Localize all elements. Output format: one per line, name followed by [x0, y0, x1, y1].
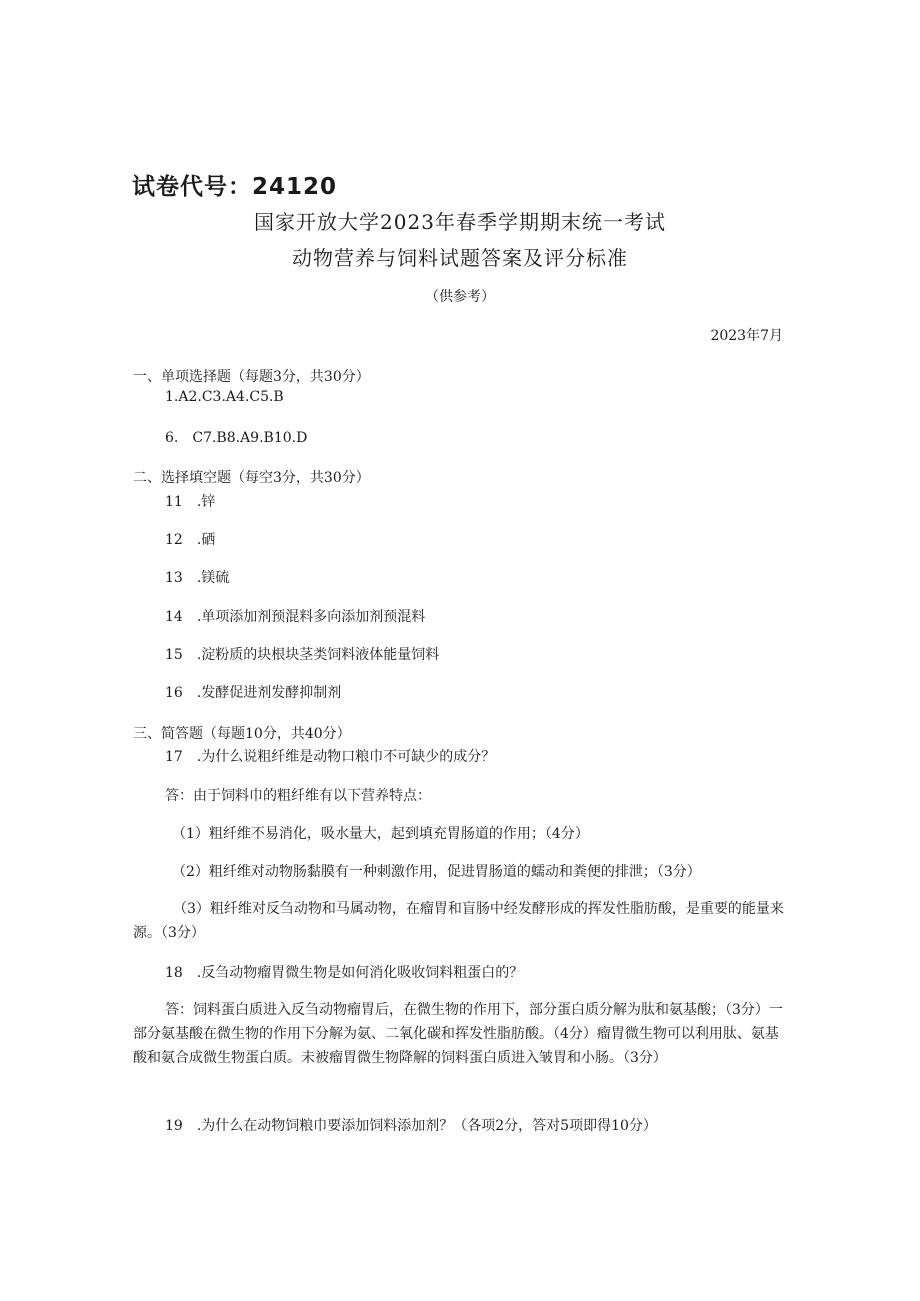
- q18-question: 18 .反刍动物瘤胃微生物是如何消化吸收饲料粗蛋白的？: [165, 965, 524, 981]
- exam-title: 国家开放大学2023年春季学期期末统一考试: [254, 210, 666, 234]
- exam-date: 2023年7月: [710, 328, 783, 344]
- reference-note: （供参考）: [425, 289, 495, 305]
- exam-code: 试卷代号：24120: [132, 174, 338, 200]
- section1-heading: 一、单项选择题（每题3分，共30分）: [133, 369, 370, 385]
- q17-point1: （1）粗纤维不易消化，吸水量大，起到填充胃肠道的作用；（4分）: [172, 826, 589, 842]
- q17-question: 17 .为什么说粗纤维是动物口粮巾不可缺少的成分？: [165, 749, 496, 765]
- section1-answers-row2: 6. C7.B8.A9.B10.D: [165, 430, 308, 446]
- section2-heading: 二、选择填空题（每空3分，共30分）: [133, 470, 370, 486]
- list-item: 14 .单项添加剂预混料多向添加剂预混料: [165, 609, 426, 625]
- list-item: 16 .发酵促进剂发酵抑制剂: [165, 685, 342, 701]
- q19-question: 19 .为什么在动物饲粮巾要添加饲料添加剂？（各项2分，答对5项即得10分）: [165, 1118, 657, 1134]
- list-item: 11 .锌: [165, 494, 216, 510]
- q17-point3: （3）粗纤维对反刍动物和马属动物，在瘤胃和盲肠中经发酵形成的挥发性脂肪酸，是重要的能量来源。（3分）: [133, 901, 784, 941]
- q18-answer: 答：饲料蛋白质进入反刍动物瘤胃后，在微生物的作用下，部分蛋白质分解为肽和氨基酸；（3分）一部分氨基酸在微生物的作用下分解为氨、二氧化碳和挥发性脂肪酸。（4分）瘤胃微生物可以利用肽、氨基酸和氨合成微生物蛋白质。未被瘤胃微生物降解的饲料蛋白质进入皱胃和小肠。（3分）: [133, 1002, 783, 1066]
- exam-subtitle-title: 动物营养与饲料试题答案及评分标准: [292, 246, 628, 270]
- list-item: 15 .淀粉质的块根块茎类饲料液体能量饲料: [165, 647, 440, 663]
- q17-answer-intro: 答：由于饲料巾的粗纤维有以下营养特点：: [165, 788, 431, 804]
- list-item: 12 .硒: [165, 532, 216, 548]
- q17-point2: （2）粗纤维对动物肠黏膜有一种刺激作用，促进胃肠道的蠕动和粪便的排泄；（3分）: [172, 864, 701, 880]
- list-item: 13 .镁硫: [165, 570, 230, 586]
- section1-answers-row1: 1.A2.C3.A4.C5.B: [165, 389, 284, 405]
- section3-heading: 三、简答题（每题10分，共40分）: [133, 726, 351, 742]
